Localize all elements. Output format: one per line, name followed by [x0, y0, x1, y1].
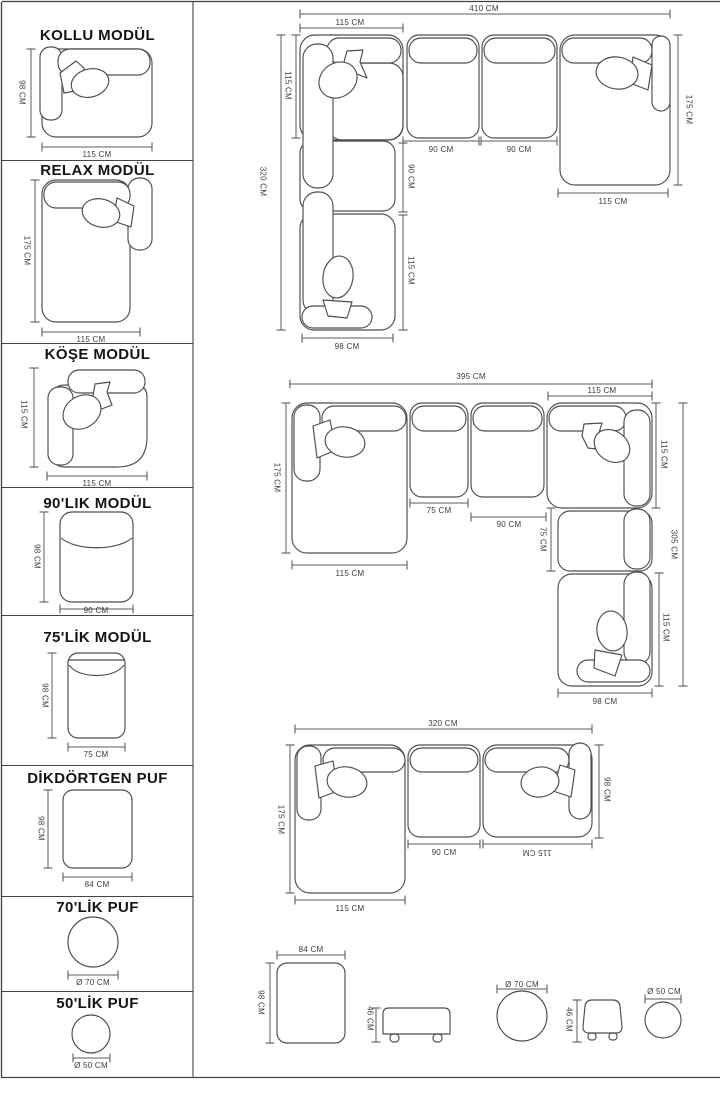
dim-label: 75 CM — [538, 527, 548, 552]
dim-label: 46 CM — [365, 1006, 375, 1031]
dim-label: 115 CM — [335, 18, 365, 27]
dim-label: 115 CM — [587, 386, 617, 395]
dim-label: 98 CM — [40, 683, 50, 708]
dim-label: 90 CM — [83, 606, 109, 615]
dim-label: 84 CM — [84, 880, 110, 889]
yetmislik-puf-drawing — [68, 917, 118, 975]
dim-label: 320 CM — [258, 166, 268, 197]
dim-label: 115 CM — [76, 335, 106, 344]
dim-label: 115 CM — [335, 569, 365, 578]
kose-module-drawing — [34, 368, 147, 476]
dim-label: 90 CM — [431, 848, 457, 857]
dim-label: 410 CM — [469, 4, 499, 13]
dim-label: 115 CM — [283, 71, 293, 100]
dim-label: 75 CM — [83, 750, 109, 759]
dim-label: 175 CM — [684, 94, 694, 125]
dim-label: 175 CM — [22, 235, 32, 266]
dim-label: 75 CM — [426, 506, 452, 515]
module-title-dikdortgen: DİKDÖRTGEN PUF — [27, 770, 168, 787]
dim-label: 90 CM — [428, 145, 454, 154]
dim-label: Ø 70 CM — [76, 978, 110, 987]
dim-label: 98 CM — [36, 816, 46, 841]
dim-label: 90 CM — [496, 520, 522, 529]
relax-module-drawing — [35, 178, 152, 332]
layout-corner-sofa-drawing — [286, 384, 683, 693]
dim-label: Ø 50 CM — [647, 987, 681, 996]
dim-label: 115 CM — [19, 400, 29, 429]
layout-u-sofa-drawing — [281, 14, 678, 338]
dim-label: 98 CM — [334, 342, 360, 351]
dim-label: 98 CM — [17, 80, 27, 105]
yetmisbeslik-module-drawing — [52, 653, 125, 747]
dim-label: 90 CM — [406, 164, 416, 189]
dim-label: 115 CM — [598, 197, 628, 206]
dim-label: 115 CM — [406, 256, 416, 285]
module-title-90lik: 90'LIK MODÜL — [43, 495, 152, 512]
dim-label: 46 CM — [564, 1007, 574, 1032]
bottom-pieces-drawing — [270, 955, 681, 1043]
module-title-70lik: 70'LİK PUF — [56, 899, 139, 916]
dikdortgen-puf-drawing — [48, 790, 132, 877]
ellilik-puf-drawing — [72, 1015, 110, 1058]
module-title-kollu: KOLLU MODÜL — [39, 27, 156, 44]
module-title-relax: RELAX MODÜL — [40, 162, 155, 179]
module-title-50lik: 50'LİK PUF — [56, 995, 139, 1012]
dim-label: 115 CM — [82, 150, 112, 159]
dim-label: 395 CM — [456, 372, 486, 381]
dim-label: 84 CM — [298, 945, 324, 954]
dim-label: 98 CM — [32, 544, 42, 569]
module-title-75lik: 75'LİK MODÜL — [43, 629, 152, 646]
dim-label: 305 CM — [669, 529, 679, 560]
kollu-module-drawing — [31, 47, 152, 147]
dim-label: 115 CM — [335, 904, 365, 913]
dim-label: 175 CM — [276, 804, 286, 835]
dim-label: Ø 50 CM — [74, 1061, 108, 1070]
dim-label: 115 CM — [659, 440, 669, 469]
dim-label: 320 CM — [428, 719, 458, 728]
dim-label: 90 CM — [506, 145, 532, 154]
dim-label: 98 CM — [602, 777, 612, 802]
module-title-kose: KÖŞE MODÜL — [44, 346, 151, 363]
dim-label: 115 CM — [661, 613, 671, 642]
layout-l-sofa-drawing — [290, 729, 599, 900]
doksanlik-module-drawing — [44, 512, 133, 609]
dim-label: 98 CM — [256, 990, 266, 1015]
dim-label: 175 CM — [272, 462, 282, 493]
dim-label: 115 CM — [522, 848, 552, 857]
dim-label: 98 CM — [592, 697, 618, 706]
dim-label: Ø 70 CM — [505, 980, 539, 989]
dim-label: 115 CM — [82, 479, 112, 488]
